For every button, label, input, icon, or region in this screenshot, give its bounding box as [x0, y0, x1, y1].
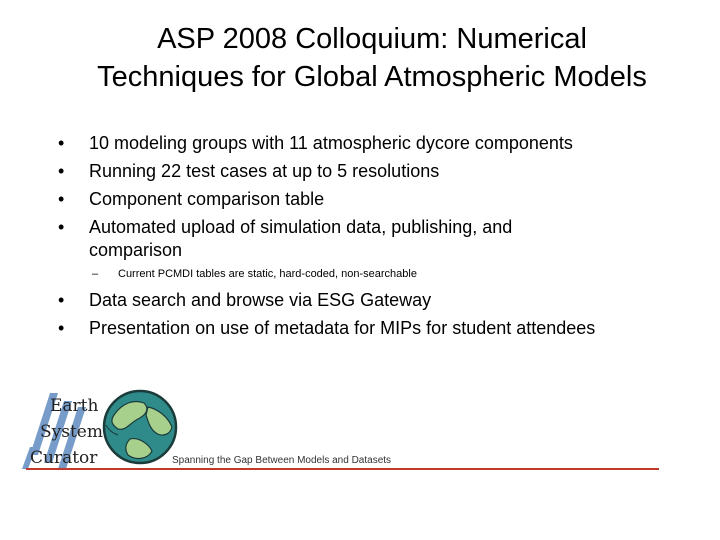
bullet-text-line: 10 modeling groups with 11 atmospheric dycore components [89, 133, 573, 153]
logo-divider [26, 468, 659, 470]
logo-word-curator: Curator [30, 448, 98, 468]
bullet-text [89, 188, 689, 211]
globe-icon [104, 391, 176, 463]
slide-title-line-2: Techniques for Global Atmospheric Models [97, 61, 647, 93]
bullet-text-line: Data search and browse via ESG Gateway [89, 290, 432, 310]
bullet-text-line: Running 22 test cases at up to 5 resolutions [89, 161, 440, 181]
bullet-text [89, 160, 689, 183]
bullet-marker: • [58, 217, 65, 237]
bullet-text [89, 216, 689, 262]
bullet-text [89, 317, 689, 340]
logo-word-system: System [40, 422, 103, 442]
logo-graphic [22, 385, 182, 470]
bullet-text-line: Presentation on use of metadata for MIPs for student attendees [89, 318, 596, 338]
sub-bullet-text: Current PCMDI tables are static, hard-coded, non-searchable [118, 268, 417, 280]
earth-system-curator-logo [22, 385, 182, 470]
logo-word-earth: Earth [50, 396, 99, 416]
bullet-marker: • [58, 290, 65, 310]
bullet-text [89, 132, 689, 155]
sub-bullet-marker: – [92, 268, 99, 280]
bullet-marker: • [58, 161, 65, 181]
bullet-text-line: Automated upload of simulation data, publishing, and [89, 217, 513, 237]
bullet-text [89, 289, 689, 312]
logo-tagline: Spanning the Gap Between Models and Datasets [172, 455, 392, 466]
bullet-marker: • [58, 318, 65, 338]
bullet-text-line: comparison [89, 240, 183, 260]
bullet-marker: • [58, 133, 65, 153]
bullet-marker: • [58, 189, 65, 209]
bullet-text-line: Component comparison table [89, 189, 325, 209]
slide-title-line-1: ASP 2008 Colloquium: Numerical [157, 23, 587, 55]
